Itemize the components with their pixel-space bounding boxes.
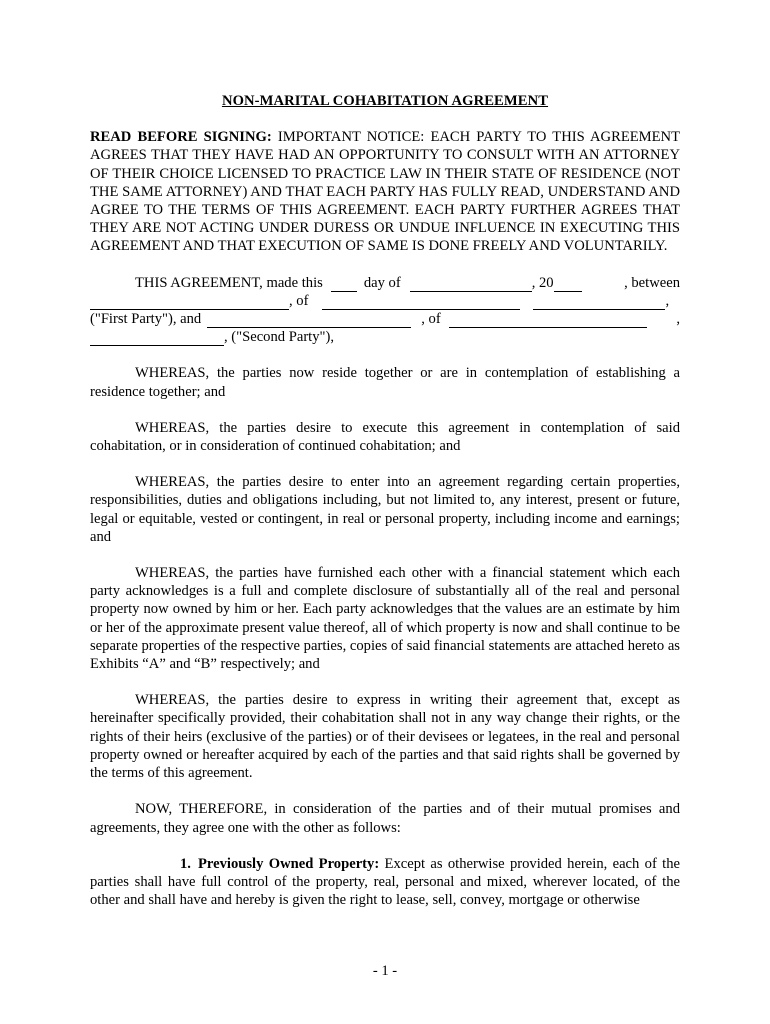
- intro-text-4: , between: [624, 274, 680, 291]
- intro-line-3: [90, 310, 680, 328]
- second-party-address-blank[interactable]: [449, 313, 647, 328]
- document-body: [90, 92, 680, 909]
- month-blank[interactable]: [410, 277, 532, 292]
- second-party-city-blank[interactable]: [90, 331, 224, 346]
- intro-text-6: ,: [665, 292, 670, 309]
- intro-text-3: , 20: [531, 274, 554, 291]
- page-number: - 1 -: [372, 963, 398, 979]
- intro-text-5: , of: [289, 292, 309, 309]
- intro-line-1: [90, 274, 680, 292]
- first-party-city-blank[interactable]: [533, 295, 665, 310]
- whereas-paragraph-2: WHEREAS, the parties desire to execute this agreement in contemplation of said cohabitation, or in consideration of continued cohabitation; and: [90, 419, 680, 455]
- whereas-paragraph-5: WHEREAS, the parties desire to express in writing their agreement that, except as hereinafter specifically provided, their cohabitation shall not in any way change their rights, or the rights of their heirs (exclusive of the parties) or of their devisees or legatees, in the real and personal property owned or hereafter acquired by each of the parties and that said rights shall be governed by the terms of this agreement.: [90, 692, 680, 782]
- first-party-address-blank[interactable]: [322, 295, 520, 310]
- section-1-text: Except as otherwise provided herein, each of the parties shall have full control of the property, real, personal and mixed, wherever located, of the other and shall have and hereby is given the right to lease, sell, convey, mortgage or otherwise: [90, 855, 680, 909]
- whereas-paragraph-1: WHEREAS, the parties now reside together or are in contemplation of establishing a residence together; and: [90, 365, 680, 400]
- year-blank[interactable]: [554, 277, 582, 292]
- notice-label: READ BEFORE SIGNING:: [90, 129, 272, 146]
- intro-text-8: , of: [421, 311, 441, 328]
- day-blank[interactable]: [331, 277, 357, 292]
- first-party-name-blank[interactable]: [90, 295, 289, 310]
- intro-text-2: day of: [363, 274, 401, 291]
- whereas-paragraph-3: WHEREAS, the parties desire to enter into an agreement regarding certain properties, responsibilities, duties and obligations including, but not limited to, any interest, present or future, legal or equitable, vested or contingent, in real or personal property, including income and earnings; and: [90, 474, 680, 545]
- important-notice: [90, 128, 680, 255]
- agreement-intro: [90, 274, 680, 347]
- intro-text-1: THIS AGREEMENT, made this: [135, 274, 323, 291]
- intro-text-9: ,: [676, 311, 680, 328]
- intro-text-7: ("First Party"), and: [90, 311, 202, 328]
- intro-line-2: [90, 292, 680, 310]
- document-title: NON-MARITAL COHABITATION AGREEMENT: [221, 93, 549, 109]
- second-party-name-blank[interactable]: [207, 313, 411, 328]
- whereas-paragraph-4: WHEREAS, the parties have furnished each other with a financial statement which each party acknowledges is a full and complete disclosure of substantially all of the real and personal property now owned by him or her. Each party acknowledges that the values are an estimate by him or her of the approximate present value thereof, all of which property is now and shall continue to be separate properties of the respective parties, copies of said financial statements are attached hereto as Exhibits “A” and “B” respectively; and: [90, 565, 680, 673]
- intro-text-10: , ("Second Party"),: [224, 329, 334, 346]
- intro-line-4: [90, 328, 680, 346]
- section-1-heading: Previously Owned Property:: [198, 855, 380, 872]
- notice-text: IMPORTANT NOTICE: EACH PARTY TO THIS AGREEMENT AGREES THAT THEY HAVE HAD AN OPPORTUNITY TO CONSULT WITH AN ATTORNEY OF THEIR CHOICE LICENSED TO PRACTICE LAW IN THEIR STATE OF RESIDENCE (NOT THE SAME ATTORNEY) AND THAT EACH PARTY HAS FULLY READ, UNDERSTAND AND AGREE TO THE TERMS OF THIS AGREEMENT. EACH PARTY FURTHER AGREES THAT THEY ARE NOT ACTING UNDER DURESS OR UNDUE INFLUENCE IN EXECUTING THIS AGREEMENT AND THAT EXECUTION OF SAME IS DONE FREELY AND VOLUNTARILY.: [90, 129, 680, 255]
- section-1-number: 1.: [180, 855, 191, 872]
- section-1-paragraph: [90, 855, 680, 910]
- now-therefore-paragraph: NOW, THEREFORE, in consideration of the parties and of their mutual promises and agreements, they agree one with the other as follows:: [90, 801, 680, 836]
